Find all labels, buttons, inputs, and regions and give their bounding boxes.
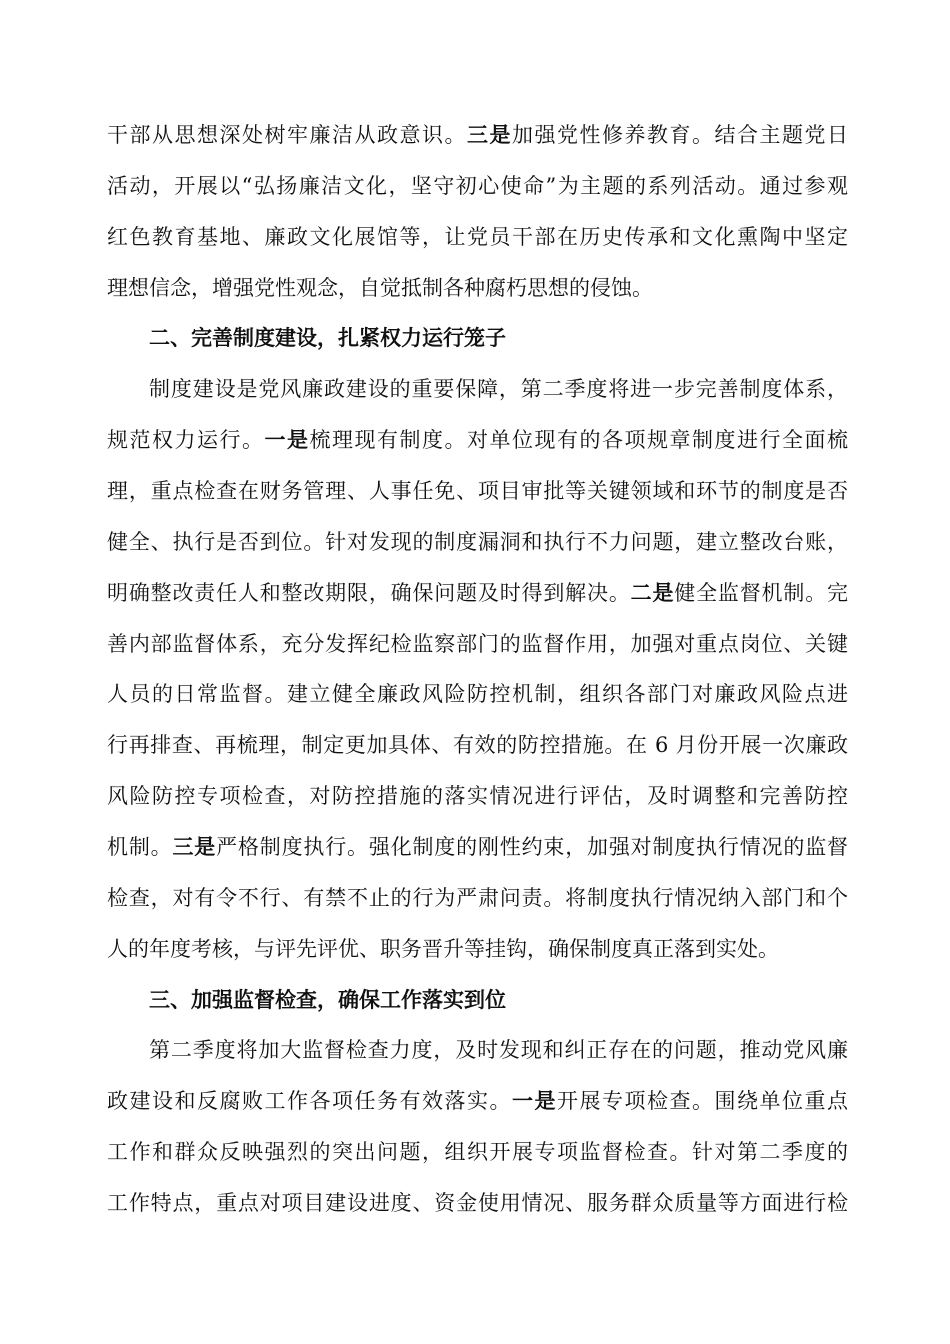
section-heading — [107, 319, 848, 370]
text-run: 开展专项检查。围绕单位重点 — [557, 1089, 848, 1114]
text-line — [107, 1031, 848, 1082]
text-run: 行再排查、再梳理，制定更加具体、有效的防控措施。在 6 月份开展一次廉政 — [107, 733, 848, 758]
text-run: 第二季度将加大监督检查力度，及时发现和纠正存在的问题，推动党风廉 — [149, 1038, 848, 1063]
text-line — [107, 1184, 848, 1235]
text-run: 红色教育基地、廉政文化展馆等，让党员干部在历史传承和文化熏陶中坚定 — [107, 224, 848, 249]
text-run: 梳理现有制度。对单位现有的各项规章制度进行全面梳 — [309, 428, 848, 453]
text-run: 善内部监督体系，充分发挥纪检监察部门的监督作用，加强对重点岗位、关键 — [107, 631, 848, 656]
text-line — [107, 1082, 848, 1133]
text-line — [107, 625, 848, 676]
text-line — [107, 1133, 848, 1184]
text-run: 三、加强监督检查，确保工作落实到位 — [149, 986, 506, 1012]
text-line — [107, 218, 848, 269]
text-run: 人员的日常监督。建立健全廉政风险防控机制，组织各部门对廉政风险点进 — [107, 682, 848, 707]
bold-lead-phrase: 三是 — [467, 122, 512, 147]
text-run: 制度建设是党风廉政建设的重要保障，第二季度将进一步完善制度体系， — [149, 377, 848, 402]
text-line — [107, 116, 848, 167]
text-run: 检查，对有令不行、有禁不止的行为严肃问责。将制度执行情况纳入部门和个 — [107, 885, 848, 910]
text-run: 干部从思想深处树牢廉洁从政意识。 — [107, 123, 467, 147]
text-line — [107, 675, 848, 726]
text-run: 健全、执行是否到位。针对发现的制度漏洞和执行不力问题，建立整改台账， — [107, 529, 848, 554]
text-run: 理，重点检查在财务管理、人事任免、项目审批等关键领域和环节的制度是否 — [107, 479, 848, 504]
text-line — [107, 472, 848, 523]
bold-lead-phrase: 二是 — [630, 579, 675, 605]
bold-lead-phrase: 一是 — [512, 1088, 557, 1114]
text-run: 明确整改责任人和整改期限，确保问题及时得到解决。 — [107, 580, 631, 605]
text-run: 严格制度执行。强化制度的刚性约束，加强对制度执行情况的监督 — [216, 835, 849, 860]
text-line — [107, 930, 848, 981]
text-run: 健全监督机制。完 — [674, 580, 849, 605]
text-line — [107, 167, 848, 218]
bold-lead-phrase: 一是 — [264, 427, 310, 453]
text-run: 二、完善制度建设，扎紧权力运行笼子 — [149, 325, 506, 351]
text-run: 风险防控专项检查，对防控措施的落实情况进行评估，及时调整和完善防控 — [107, 784, 848, 809]
section-heading — [107, 981, 848, 1032]
text-line — [107, 523, 848, 574]
text-run: 机制。 — [107, 835, 173, 860]
text-line — [107, 726, 848, 777]
text-run: 理想信念，增强党性观念，自觉抵制各种腐朽思想的侵蚀。 — [107, 275, 653, 300]
text-line — [107, 879, 848, 930]
text-line — [107, 370, 848, 421]
text-run: 人的年度考核，与评先评优、职务晋升等挂钩，确保制度真正落到实处。 — [107, 936, 779, 961]
text-line — [107, 421, 848, 472]
text-line — [107, 574, 848, 625]
bold-lead-phrase: 三是 — [172, 834, 217, 860]
text-run: 加强党性修养教育。结合主题党日 — [512, 123, 848, 147]
text-line — [107, 828, 848, 879]
text-line — [107, 269, 848, 320]
text-run: 规范权力运行。 — [107, 428, 265, 453]
text-run: 活动，开展以“弘扬廉洁文化，坚守初心使命”为主题的系列活动。通过参观 — [107, 173, 848, 198]
text-run: 工作特点，重点对项目建设进度、资金使用情况、服务群众质量等方面进行检 — [107, 1191, 848, 1216]
document-page-body — [107, 116, 848, 1235]
text-run: 工作和群众反映强烈的突出问题，组织开展专项监督检查。针对第二季度的 — [107, 1140, 848, 1165]
text-line — [107, 777, 848, 828]
text-run: 政建设和反腐败工作各项任务有效落实。 — [107, 1089, 512, 1114]
